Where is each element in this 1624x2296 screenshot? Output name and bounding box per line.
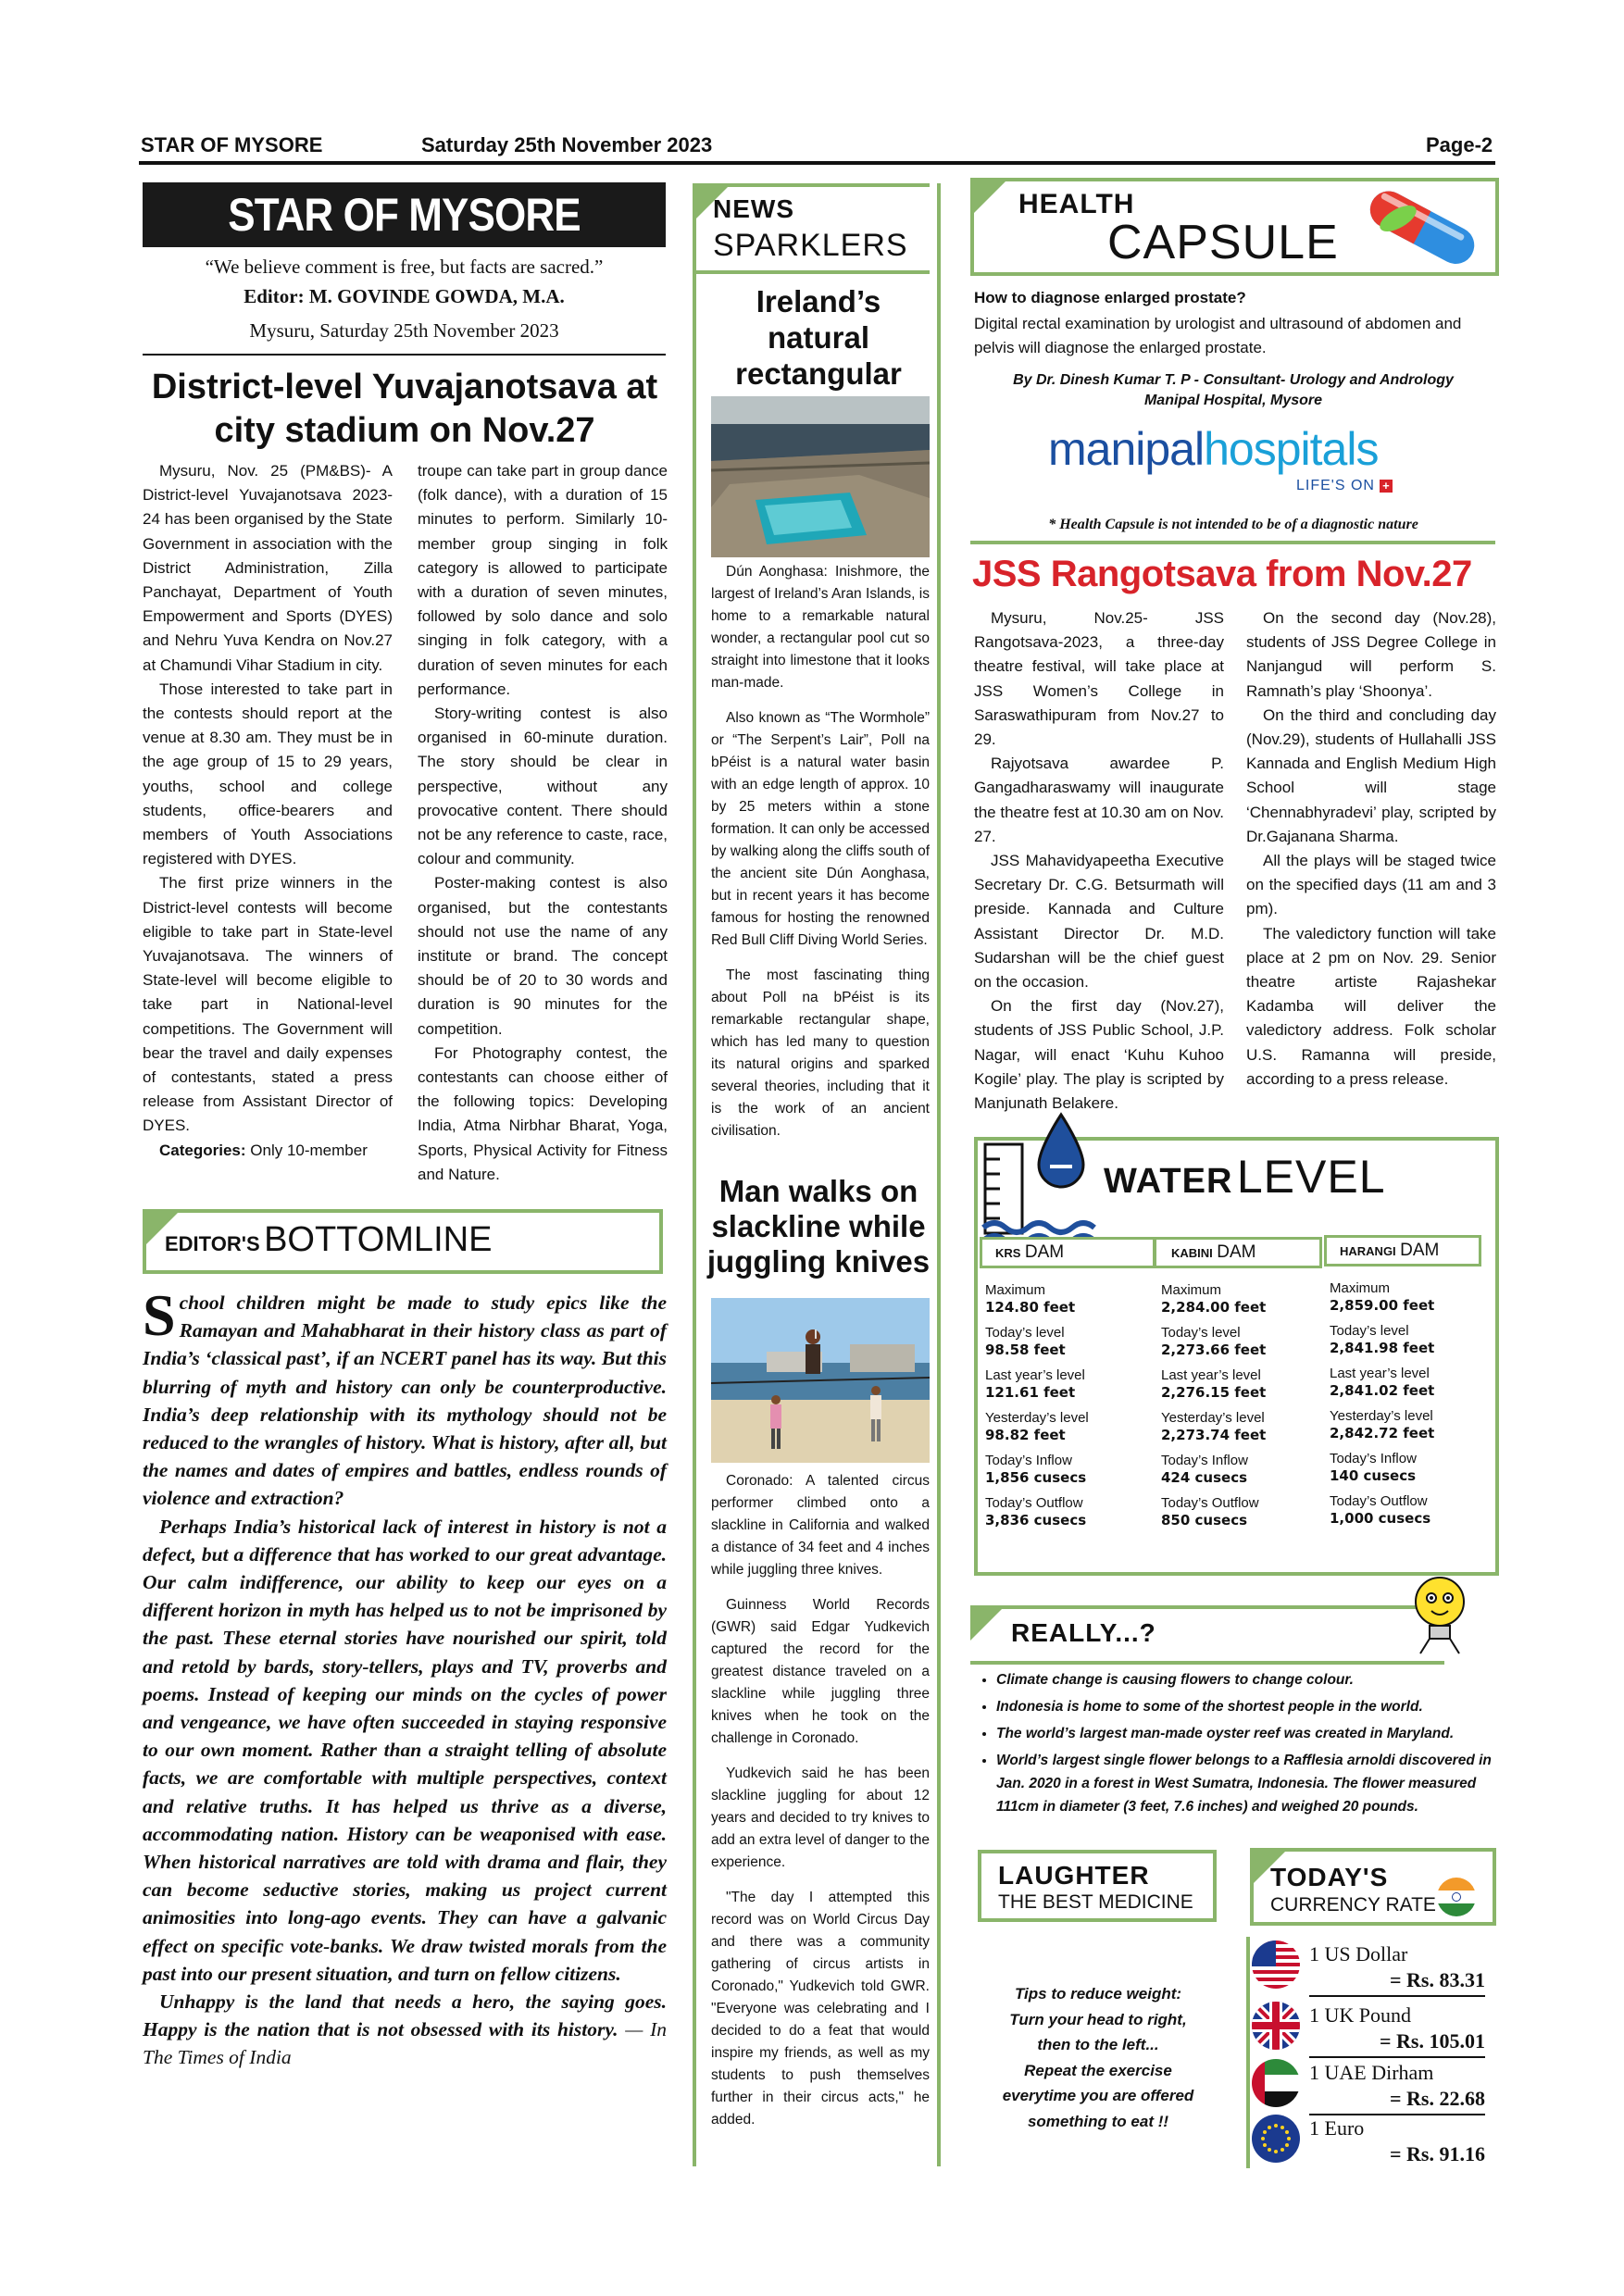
editorial-paragraph: Unhappy is the land that needs a hero, the saying goes. Happy is the nation that is not obsessed with its history. — In The Times of India bbox=[143, 1990, 668, 2069]
jss-column-2 bbox=[1246, 606, 1496, 1092]
currency-value: = Rs. 91.16 bbox=[1390, 2142, 1485, 2165]
currency-value: = Rs. 105.01 bbox=[1380, 2029, 1485, 2053]
jss-paragraph: On the second day (Nov.28), students of JSS Degree College in Nanjangud will perform S. Ramnath’s play ‘Shoonya’. bbox=[1246, 609, 1496, 700]
plus-icon: + bbox=[1380, 480, 1393, 493]
masthead-title: STAR OF MYSORE bbox=[228, 189, 581, 241]
story2-paragraph: Coronado: A talented circus performer climbed onto a slackline in California and walked a distance of 34 feet and 4 inches while juggling three knives. bbox=[711, 1473, 930, 1578]
lead-column-1 bbox=[143, 459, 393, 1163]
header-page-number: Page-2 bbox=[1426, 133, 1493, 156]
india-flag-icon bbox=[1437, 1878, 1476, 1916]
story1-body bbox=[711, 561, 930, 1155]
lead-paragraph: The first prize winners in the District-level contests will become eligible to take part in State-level Yuvajanotsava. The winners of State-level will become eligible to take part in National-level competitions. The Government will bear the travel and daily expenses of contestants, stated a press release from Assistant Director of DYES. bbox=[143, 874, 393, 1135]
health-disclaimer: * Health Capsule is not intended to be of a diagnostic nature bbox=[1048, 517, 1418, 532]
lead-headline: District-level Yuvajanotsava at city stadium on Nov.27 bbox=[151, 368, 658, 450]
really-item: • The world’s largest man-made oyster reef was created in Maryland. bbox=[996, 1722, 1515, 1745]
story2-paragraph: Guinness World Records (GWR) said Edgar Yudkevich captured the record for the greatest distance traveled on a slackline while juggling three knives when he took on the challenge in Coronado. bbox=[711, 1597, 930, 1746]
news-label-1: NEWS bbox=[713, 194, 794, 223]
header-paper-name: STAR OF MYSORE bbox=[141, 133, 323, 156]
lead-paragraph: Poster-making contest is also organised, but the contestants should not use the name of any institute or brand. The concept should be of 20 to 30 words and duration is 90 minutes for the competition. bbox=[418, 874, 668, 1038]
currency-underline bbox=[1309, 1995, 1485, 1997]
jss-paragraph: Rajyotsava awardee P. Gangadharaswamy will inaugurate the theatre fest at 10.30 am on Nov. 27. bbox=[974, 755, 1224, 845]
currency-underline bbox=[1309, 2056, 1485, 2058]
water-label-1: WATER bbox=[1104, 1162, 1233, 1201]
dam-harangi: HARANGI DAM Maximum 2,859.00 feet Today’s level 2,841.98 feet Last year’s level 2,841.02 feet Yesterday’s level 2,842.72 feet Today’s Inflow 140 cusecs Today’s Outflow 1,000 cusecs bbox=[1324, 1235, 1491, 1528]
header-rule bbox=[139, 161, 1495, 165]
lead-paragraph: For Photography contest, the contestants can choose either of the following topics: Developing India, Atma Nirbhar Bharat, Yoga, Sports, Physical Activity for Fitness and Nature. bbox=[418, 1043, 668, 1183]
currency-name: 1 US Dollar bbox=[1309, 1942, 1408, 1965]
health-byline-2: Manipal Hospital, Mysore bbox=[1143, 393, 1323, 408]
jss-paragraph: On the first day (Nov.27), students of JSS Public School, J.P. Nagar, will enact ‘Kuhu Kuhoo Kogile’ play. The play is scripted by Manjunath Belakere. bbox=[974, 997, 1224, 1113]
jss-paragraph: Mysuru, Nov.25- JSS Rangotsava-2023, a three-day theatre festival, will take place at JSS Women’s College in Saraswathipuram from Nov.27 to 29. bbox=[974, 609, 1224, 749]
categories-label: Categories: bbox=[159, 1141, 246, 1159]
jss-paragraph: JSS Mahavidyapeetha Executive Secretary Dr. C.G. Betsurmath will preside. Kannada and Culture Assistant Director Dr. M.D. Sudarshan will be the chief guest on the occasion. bbox=[974, 852, 1224, 992]
currency-underline bbox=[1309, 2114, 1485, 2115]
laughter-label-2: THE BEST MEDICINE bbox=[998, 1891, 1193, 1913]
water-label-2: LEVEL bbox=[1236, 1151, 1386, 1203]
laughter-label-1: LAUGHTER bbox=[998, 1861, 1150, 1890]
dam-name-box: KABINI DAM bbox=[1154, 1237, 1322, 1268]
masthead-rule bbox=[143, 354, 666, 356]
jss-column-1 bbox=[974, 606, 1224, 1116]
editorial-label-big: BOTTOMLINE bbox=[264, 1220, 493, 1259]
story2-paragraph: "The day I attempted this record was on World Circus Day and there was a community gathering of circus artists in Coronado," Yudkevich told GWR. "Everyone was celebrating and I decided to do a feat that would inspire my friends, as well as my students to push themselves further in their circus acts," he added. bbox=[711, 1890, 930, 2128]
dam-kabini: KABINI DAM Maximum 2,284.00 feet Today’s level 2,273.66 feet Last year’s level 2,276.15 feet Yesterday’s level 2,273.74 feet Today’s Inflow 424 cusecs Today’s Outflow 850 cusecs bbox=[1154, 1237, 1320, 1529]
editorial-paragraph: Perhaps India’s historical lack of interest in history is not a defect, but a difference that has worked to our great advantage. Our calm indifference, our ability to keep our eyes on a different horizon in myth has helped us to not be imprisoned by the past. These eternal stories have nourished our spirit, told and retold by bards, story-tellers, plays and TV, proverbs and poems. Instead of keeping our minds on the cycles of power and vengeance, we have often succeeded in staying responsive to our own moment. Rather than a straight telling of absolute facts, we are comfortable with multiple perspectives, context and relative truths. It has helped us thrive as a diverse, accommodating nation. History can be weaponised with ease. When historical narratives are told with drama and flair, they can become seductive stories, making us project current animosities into long-ago events. They can have a galvanic effect on specific vote-banks. We draw twisted morals from the past into our present situation, and turn on fellow citizens. bbox=[143, 1515, 667, 1985]
uae-flag-icon bbox=[1252, 2059, 1300, 2107]
lead-column-2 bbox=[418, 459, 668, 1187]
story1-paragraph: The most fascinating thing about Poll na bPéist is its remarkable rectangular shape, which has led many to question its natural origins and sparked several theories, including that it is the work of an ancient civilisation. bbox=[711, 967, 930, 1139]
really-label: REALLY...? bbox=[1011, 1618, 1156, 1647]
dam-name-box: KRS DAM bbox=[980, 1237, 1156, 1268]
slackline-photo bbox=[711, 1298, 930, 1463]
currency-name: 1 UAE Dirham bbox=[1309, 2061, 1434, 2084]
categories-text: Only 10-member bbox=[250, 1141, 368, 1159]
laughter-joke: Tips to reduce weight: Turn your head to right, then to the left... Repeat the exercise everytime you are offered something to eat !! bbox=[1002, 1985, 1194, 2130]
currency-value: = Rs. 83.31 bbox=[1390, 1968, 1485, 1991]
story1-paragraph: Dún Aonghasa: Inishmore, the largest of Ireland’s Aran Islands, is home to a remarkable natural wonder, a rectangular pool cut so straight into limestone that it looks man-made. bbox=[711, 564, 930, 691]
lead-paragraph: troupe can take part in group dance (folk dance), with a duration of 15 minutes to perform. Similarly 10-member group singing in folk category is allowed to participate with a duration of seven minutes, followed by solo dance and solo singing in folk category, with a duration of seven minutes for each performance. bbox=[418, 462, 668, 698]
health-byline-1: By Dr. Dinesh Kumar T. P - Consultant- Urology and Andrology bbox=[1013, 372, 1454, 388]
story2-paragraph: Yudkevich said he has been slackline juggling for about 12 years and decided to try knives to add an extra level of danger to the experience. bbox=[711, 1766, 930, 1870]
jss-paragraph: On the third and concluding day (Nov.29), students of Hullahalli JSS Kannada and English Medium High School will stage ‘Chennabhyradevi’ play, scripted by Dr.Gajanana Sharma. bbox=[1246, 705, 1496, 845]
masthead-dateline: Mysuru, Saturday 25th November 2023 bbox=[249, 319, 559, 342]
currency-name: 1 UK Pound bbox=[1309, 2003, 1412, 2027]
health-label-1: HEALTH bbox=[1018, 189, 1135, 219]
manipal-tagline: LIFE'S ON + bbox=[1296, 478, 1393, 494]
manipal-logo-b: hospitals bbox=[1204, 423, 1379, 475]
masthead-editor: Editor: M. GOVINDE GOWDA, M.A. bbox=[244, 285, 565, 307]
story1-paragraph: Also known as “The Wormhole” or “The Serpent’s Lair”, Poll na bPéist is a natural water basin with an edge length of approx. 10 by 25 meters within a stone formation. It can only be accessed by walking along the cliffs south of the ancient site Dún Aonghasa, but in recent years it has become famous for hosting the renowned Red Bull Cliff Diving World Series. bbox=[711, 710, 930, 948]
dam-krs: KRS DAM Maximum 124.80 feet Today’s level 98.58 feet Last year’s level 121.61 feet Yesterday’s level 98.82 feet Today’s Inflow 1,856 cusecs Today’s Outflow 3,836 cusecs bbox=[980, 1237, 1146, 1529]
health-question: How to diagnose enlarged prostate? bbox=[974, 289, 1246, 306]
jss-paragraph: The valedictory function will take place at 2 pm on Nov. 29. Senior theatre artiste Rajashekar Kadamba will deliver the valedictory address. Folk scholar U.S. Ramanna will preside, according to a press release. bbox=[1246, 924, 1496, 1088]
story2-body bbox=[711, 1470, 930, 2144]
jss-paragraph: All the plays will be staged twice on the specified days (11 am and 3 pm). bbox=[1246, 852, 1496, 918]
lead-paragraph bbox=[143, 1139, 393, 1163]
health-answer: Digital rectal examination by urologist and ultrasound of abdomen and pelvis will diagnose the enlarged prostate. bbox=[974, 315, 1462, 356]
news-column-left-rule bbox=[693, 183, 696, 2166]
uk-flag-icon bbox=[1252, 2002, 1300, 2050]
health-label-2: CAPSULE bbox=[1107, 216, 1339, 269]
currency-value: = Rs. 22.68 bbox=[1390, 2087, 1485, 2110]
editorial-credit: — In The Times of India bbox=[143, 2018, 668, 2069]
news-label-2: SPARKLERS bbox=[713, 228, 908, 263]
story2-headline: Man walks on slackline while juggling knives bbox=[706, 1174, 931, 1279]
editorial-label-small: EDITOR'S bbox=[165, 1232, 260, 1255]
lead-paragraph: Those interested to take part in the contests should report at the venue at 8.30 am. They must be in the age group of 15 to 29 years, youths, school and college students, office-bearers and members of Youth Associations registered with DYES. bbox=[143, 680, 393, 868]
us-flag-icon bbox=[1252, 1940, 1300, 1989]
currency-column-rule bbox=[1246, 1937, 1250, 2168]
editorial-label bbox=[165, 1220, 492, 1260]
currency-label-2: CURRENCY RATE bbox=[1270, 1894, 1436, 1915]
rock-pool-photo bbox=[711, 396, 930, 557]
health-corner bbox=[974, 181, 1006, 213]
lightbulb-icon bbox=[1407, 1572, 1472, 1657]
water-gauge-icon bbox=[980, 1107, 1109, 1246]
lead-paragraph: Mysuru, Nov. 25 (PM&BS)- A District-level Yuvajanotsava 2023-24 has been organised by the State Government in association with the District Administration, Zilla Panchayat, Department of Youth Empowerment and Sports (DYES) and Nehru Yuva Kendra on Nov.27 at Chamundi Vihar Stadium in city. bbox=[143, 462, 393, 674]
capsule-pill-icon bbox=[1355, 181, 1491, 270]
editorial-paragraph: School children might be made to study epics like the Ramayan and Mahabharat in their history class as part of India’s ‘classical past’, if an NCERT panel has its way. But this blurring of myth and history can only be counterproductive. India’s deep relationship with its mythology should not be reduced to the wrangles of history. What is history, after all, but the names and dates of empires and battles, endless rounds of violence and extraction? bbox=[143, 1282, 667, 1510]
masthead-motto: “We believe comment is free, but facts are sacred.” bbox=[205, 256, 604, 278]
manipal-logo bbox=[1048, 422, 1378, 476]
manipal-logo-a: manipal bbox=[1048, 423, 1205, 475]
drop-cap: S bbox=[143, 1282, 176, 1348]
jss-headline: JSS Rangotsava from Nov.27 bbox=[972, 554, 1472, 594]
editorial-body bbox=[143, 1282, 668, 2072]
lead-paragraph: Story-writing contest is also organised in 60-minute duration. The story should be clear in perspective, without any provocative content. There should not be any reference to caste, race, colour and community. bbox=[418, 705, 668, 868]
really-list bbox=[974, 1668, 1515, 1818]
water-label bbox=[1104, 1150, 1386, 1204]
header-date: Saturday 25th November 2023 bbox=[421, 133, 713, 156]
really-item: • Climate change is causing flowers to change colour. bbox=[996, 1668, 1515, 1691]
dam-name-box: HARANGI DAM bbox=[1324, 1235, 1481, 1267]
really-corner bbox=[970, 1609, 1002, 1641]
news-column-right-rule bbox=[937, 183, 941, 2166]
eu-flag-icon bbox=[1252, 2115, 1300, 2163]
currency-label-1: TODAY'S bbox=[1270, 1863, 1389, 1891]
really-item: • Indonesia is home to some of the shortest people in the world. bbox=[996, 1695, 1515, 1718]
currency-name: 1 Euro bbox=[1309, 2116, 1365, 2140]
really-item: • World’s largest single flower belongs to a Rafflesia arnoldi discovered in Jan. 2020 in a forest in West Sumatra, Indonesia. The flower measured 111cm in diameter (3 feet, 7.6 inches) and weighed 20 pounds. bbox=[996, 1749, 1515, 1818]
health-bottom-rule bbox=[970, 541, 1495, 544]
story1-headline: Ireland’s natural rectangular bbox=[735, 284, 902, 391]
